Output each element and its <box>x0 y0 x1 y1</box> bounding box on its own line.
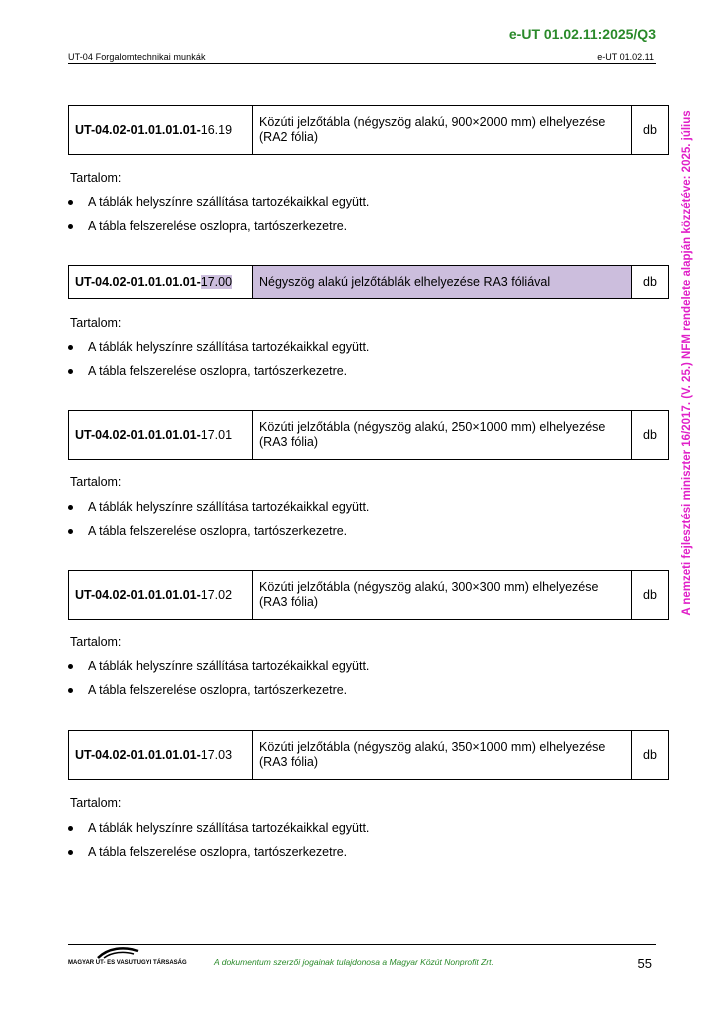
content-label: Tartalom: <box>70 475 122 489</box>
header-doc-reference: e-UT 01.02.11 <box>597 52 654 62</box>
item-table <box>68 410 669 460</box>
item-description: Négyszög alakú jelzőtáblák elhelyezése RA3 fóliával <box>253 266 632 299</box>
item-table-highlighted <box>68 265 669 299</box>
item-unit: db <box>632 731 669 780</box>
item-description: Közúti jelzőtábla (négyszög alakú, 300×300 mm) elhelyezése (RA3 fólia) <box>253 571 632 620</box>
bullet-icon <box>68 664 73 669</box>
bullet-icon <box>68 369 73 374</box>
list-item: A táblák helyszínre szállítása tartozékaikkal együtt. <box>68 820 369 844</box>
bullet-icon <box>68 505 73 510</box>
item-code: UT-04.02-01.01.01.01-17.03 <box>69 731 253 780</box>
content-list <box>68 194 369 242</box>
item-description: Közúti jelzőtábla (négyszög alakú, 350×1000 mm) elhelyezése (RA3 fólia) <box>253 731 632 780</box>
bullet-icon <box>68 826 73 831</box>
page-number: 55 <box>637 956 652 971</box>
side-note-text: A nemzeti fejlesztési miniszter 16/2017. (V. 25.) NFM rendelete alapján közzétéve: 2025. július <box>681 110 693 616</box>
item-table <box>68 730 669 780</box>
logo-text: MAGYAR UT- ES VASUTUGYI TÁRSASÁG <box>68 960 187 966</box>
bullet-icon <box>68 345 73 350</box>
logo-swoosh-icon <box>96 946 140 960</box>
item-unit: db <box>632 571 669 620</box>
list-item: A tábla felszerelése oszlopra, tartószerkezetre. <box>68 218 369 242</box>
document-code: e-UT 01.02.11:2025/Q3 <box>508 26 656 42</box>
list-item: A tábla felszerelése oszlopra, tartószerkezetre. <box>68 523 369 547</box>
item-unit: db <box>632 411 669 460</box>
item-code: UT-04.02-01.01.01.01-16.19 <box>69 106 253 155</box>
item-code: UT-04.02-01.01.01.01-17.02 <box>69 571 253 620</box>
list-item: A tábla felszerelése oszlopra, tartószerkezetre. <box>68 363 369 387</box>
content-label: Tartalom: <box>70 796 122 810</box>
item-description: Közúti jelzőtábla (négyszög alakú, 250×1000 mm) elhelyezése (RA3 fólia) <box>253 411 632 460</box>
list-item: A táblák helyszínre szállítása tartozékaikkal együtt. <box>68 194 369 218</box>
list-item: A táblák helyszínre szállítása tartozékaikkal együtt. <box>68 499 369 523</box>
item-table <box>68 570 669 620</box>
header-rule <box>68 63 656 64</box>
footer-rule <box>68 944 656 945</box>
bullet-icon <box>68 688 73 693</box>
bullet-icon <box>68 850 73 855</box>
list-item: A tábla felszerelése oszlopra, tartószerkezetre. <box>68 682 369 706</box>
content-list <box>68 499 369 547</box>
item-table <box>68 105 669 155</box>
side-publication-note <box>677 96 697 630</box>
content-list <box>68 658 369 706</box>
content-label: Tartalom: <box>70 171 122 185</box>
bullet-icon <box>68 529 73 534</box>
content-label: Tartalom: <box>70 316 122 330</box>
item-unit: db <box>632 106 669 155</box>
content-list <box>68 339 369 387</box>
list-item: A táblák helyszínre szállítása tartozékaikkal együtt. <box>68 339 369 363</box>
bullet-icon <box>68 224 73 229</box>
item-code: UT-04.02-01.01.01.01-17.00 <box>69 266 253 299</box>
copyright-notice: A dokumentum szerzői jogainak tulajdonosa a Magyar Közút Nonprofit Zrt. <box>214 957 494 967</box>
item-description: Közúti jelzőtábla (négyszög alakú, 900×2000 mm) elhelyezése (RA2 fólia) <box>253 106 632 155</box>
content-label: Tartalom: <box>70 635 122 649</box>
bullet-icon <box>68 200 73 205</box>
society-logo <box>68 946 187 970</box>
list-item: A táblák helyszínre szállítása tartozékaikkal együtt. <box>68 658 369 682</box>
header-chapter-title: UT-04 Forgalomtechnikai munkák <box>68 52 206 62</box>
list-item: A tábla felszerelése oszlopra, tartószerkezetre. <box>68 844 369 868</box>
content-list <box>68 820 369 868</box>
item-unit: db <box>632 266 669 299</box>
item-code: UT-04.02-01.01.01.01-17.01 <box>69 411 253 460</box>
